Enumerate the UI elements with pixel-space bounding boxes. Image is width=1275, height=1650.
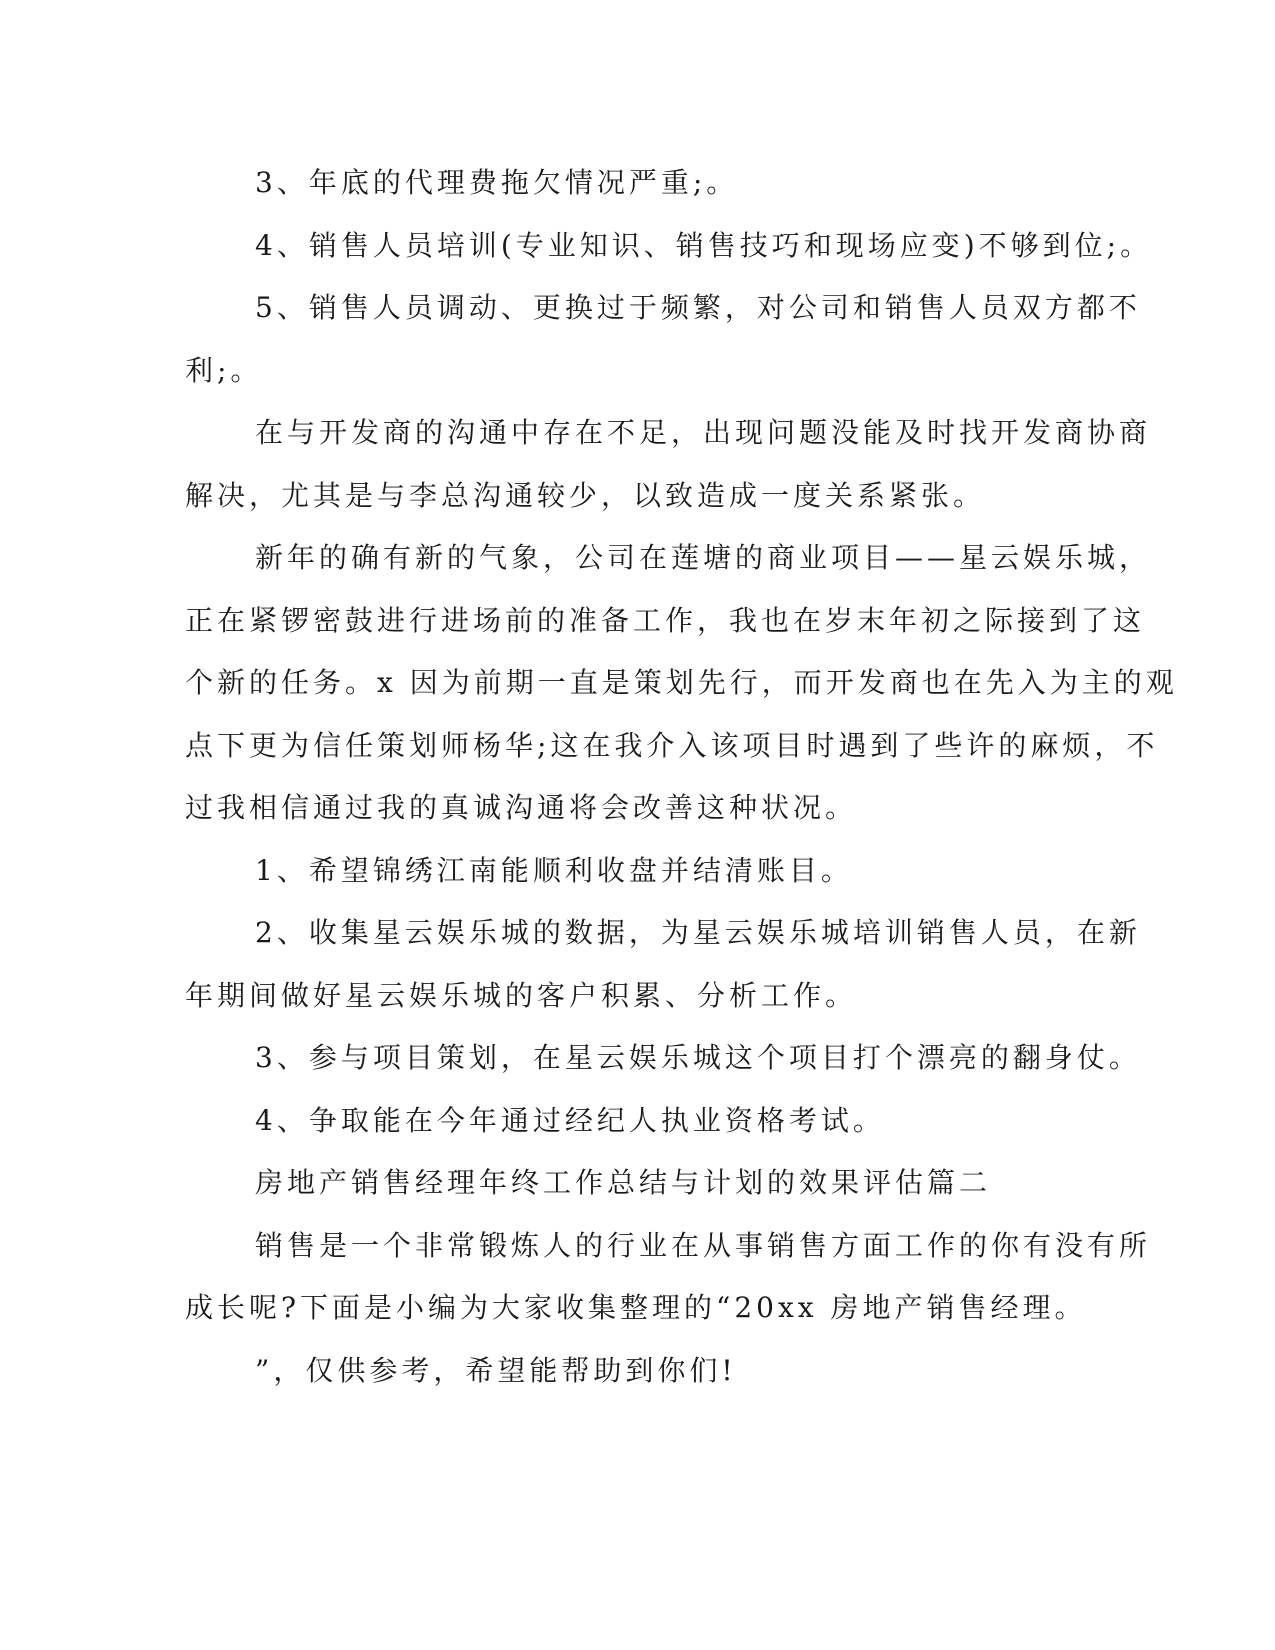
paragraph-line: 利;。 <box>185 353 263 387</box>
document-body <box>185 152 1178 1402</box>
paragraph-line: 过我相信通过我的真诚沟通将会改善这种状况。 <box>185 791 858 824</box>
paragraph-line: 正在紧锣密鼓进行进场前的准备工作，我也在岁末年初之际接到了这 <box>185 603 1146 637</box>
paragraph-line: 年期间做好星云娱乐城的客户积累、分析工作。 <box>185 978 858 1012</box>
paragraph-line: 5、销售人员调动、更换过于频繁，对公司和销售人员双方都不 <box>255 291 1141 324</box>
paragraph-line: 4、争取能在今年通过经纪人执业资格考试。 <box>255 1103 885 1137</box>
paragraph-line: ”，仅供参考，希望能帮助到你们! <box>255 1353 737 1387</box>
paragraph-line: 2、收集星云娱乐城的数据，为星云娱乐城培训销售人员，在新 <box>255 916 1141 949</box>
paragraph-line: 销售是一个非常锻炼人的行业在从事销售方面工作的你有没有所 <box>255 1228 1152 1262</box>
paragraph-line: 4、销售人员培训(专业知识、销售技巧和现场应变)不够到位;。 <box>255 228 1153 262</box>
paragraph-line: 新年的确有新的气象，公司在莲塘的商业项目——星云娱乐城， <box>255 541 1152 574</box>
paragraph-line: 成长呢?下面是小编为大家收集整理的“20xx 房地产销售经理。 <box>185 1291 1087 1324</box>
section-heading: 房地产销售经理年终工作总结与计划的效果评估篇二 <box>255 1166 992 1199</box>
paragraph-line: 3、参与项目策划，在星云娱乐城这个项目打个漂亮的翻身仗。 <box>255 1041 1141 1074</box>
paragraph-line: 1、希望锦绣江南能顺利收盘并结清账目。 <box>255 853 853 887</box>
paragraph-line: 个新的任务。x 因为前期一直是策划先行，而开发商也在先入为主的观 <box>185 666 1178 699</box>
paragraph-line: 点下更为信任策划师杨华;这在我介入该项目时遇到了些许的麻烦，不 <box>185 728 1159 762</box>
paragraph-line: 在与开发商的沟通中存在不足，出现问题没能及时找开发商协商 <box>255 416 1152 449</box>
paragraph-line: 解决，尤其是与李总沟通较少，以致造成一度关系紧张。 <box>185 478 986 512</box>
paragraph-line: 3、年底的代理费拖欠情况严重;。 <box>255 166 739 199</box>
